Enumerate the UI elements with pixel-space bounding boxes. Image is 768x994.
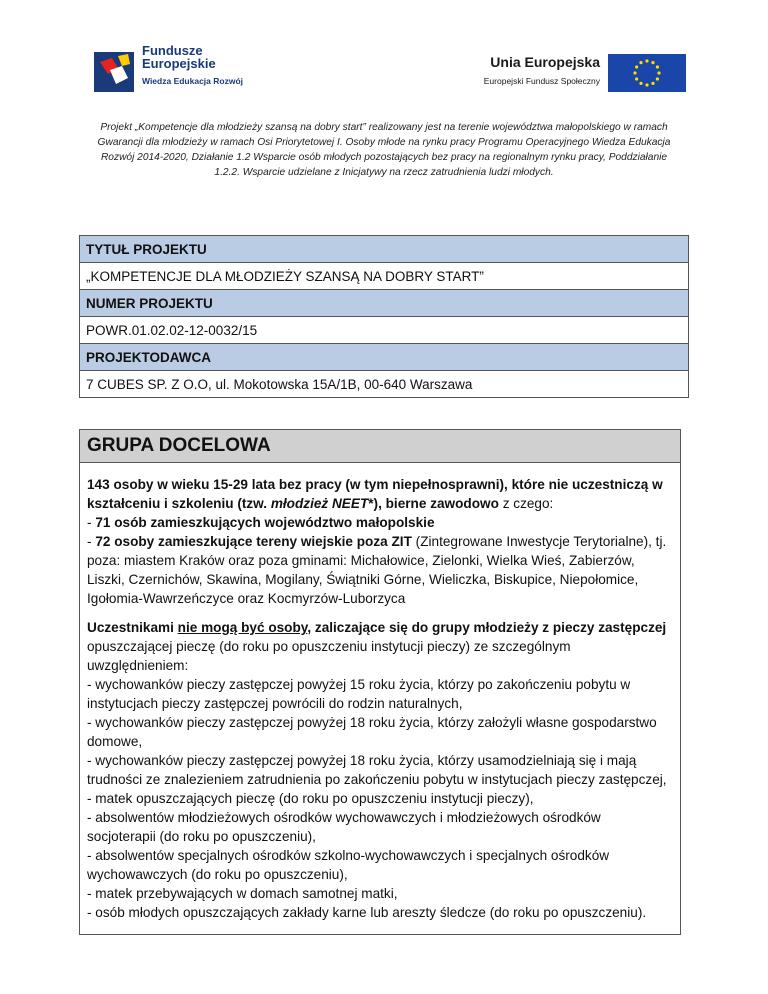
p2-normal: opuszczającej pieczę (do roku po opuszczeniu instytucji pieczy) ze szczególnym uwzględnieniem: [87,639,571,673]
list-item: - absolwentów specjalnych ośrodków szkolno-wychowawczych i specjalnych ośrodków wychowawczych (do roku po opuszczeniu), [87,848,610,882]
list-item: - wychowanków pieczy zastępczej powyżej 18 roku życia, którzy usamodzielniają się i mają trudności ze znalezieniem zatrudnienia po zakończeniu pobytu w instytucjach pieczy zastępczej, [87,753,667,787]
p1-line3-normal: (Zintegrowane Inwestycje Terytorialne), tj. poza: miastem Kraków oraz poza gminami: Michałowice, Zielonki, Wielka Wieś, Zabierzów, Liszki, Czernichów, Skawina, Mogilany, Świątniki Górne, Wieliczka, Biskupice, Niepołomice, Igołomia-Wawrzeńczyce oraz Kocmyrzów-Luborzyca [87,534,667,606]
provider-label: PROJEKTODAWCA [80,344,689,371]
fundusze-europejskie-logo [88,38,258,94]
fe-subtitle: Wiedza Edukacja Rozwój [142,76,243,86]
p1-line2-dash: - [87,515,96,530]
list-item: - absolwentów młodzieżowych ośrodków wychowawczych i młodzieżowych ośrodków socjoterapii (do roku po opuszczeniu), [87,810,601,844]
number-label: NUMER PROJEKTU [80,290,689,317]
list-item: - matek przebywających w domach samotnej matki, [87,886,398,901]
p1-normal: z czego: [498,496,554,511]
list-item: - osób młodych opuszczających zakłady karne lub areszty śledcze (do roku po opuszczeniu). [87,905,647,920]
list-item: - wychowanków pieczy zastępczej powyżej 15 roku życia, którzy po zakończeniu pobytu w instytucjach pieczy zastępczej powrócili do rodzin naturalnych, [87,677,631,711]
target-group-heading: GRUPA DOCELOWA [80,430,680,463]
p1-bold-a: 143 osoby w wieku 15-29 lata bez pracy (w tym niepełnosprawni), które nie uczestniczą w kształceniu i szkoleniu (tzw. [87,477,663,511]
fe-name [142,44,216,70]
p2-bold-underline: nie mogą być osoby [177,620,308,635]
p1-line3-bold: 72 osoby zamieszkujące tereny wiejskie poza ZIT [95,534,412,549]
title-label: TYTUŁ PROJEKTU [80,236,689,263]
p2-bold-b: , zaliczające się do grupy młodzieży z pieczy zastępczej [307,620,667,635]
target-group-box [79,429,681,935]
list-item: - wychowanków pieczy zastępczej powyżej 18 roku życia, którzy założyli własne gospodarstwo domowe, [87,715,657,749]
exclusion-paragraph [87,618,673,922]
provider-value: 7 CUBES SP. Z O.O, ul. Mokotowska 15A/1B, 00-640 Warszawa [80,371,689,398]
p1-line2-bold: 71 osób zamieszkujących województwo małopolskie [95,515,435,530]
list-item: - matek opuszczających pieczę (do roku po opuszczeniu instytucji pieczy), [87,791,534,806]
ue-subtitle: Europejski Fundusz Społeczny [483,76,600,86]
p2-bold-a: Uczestnikami [87,620,178,635]
project-intro-text: Projekt „Kompetencje dla młodzieży szansą na dobry start” realizowany jest na terenie województwa małopolskiego w ramach Gwarancji dla młodzieży w ramach Osi Priorytetowej I. Osoby młode na rynku pracy Programu Operacyjnego Wiedza Edukacja Rozwój 2014-2020, Działanie 1.2 Wsparcie osób młodych pozostających bez pracy na regionalnym rynku pracy, Poddziałanie 1.2.2. Wsparcie udzielane z Inicjatywy na rzecz zatrudnienia ludzi młodych. [97,122,671,178]
fe-line1: Fundusze [142,43,203,58]
number-value: POWR.01.02.02-12-0032/15 [80,317,689,344]
header-logos [88,38,686,98]
project-info-table [79,235,689,398]
p1-bold-b: *), bierne zawodowo [368,496,499,511]
fe-star-mark-icon [88,44,140,94]
unia-europejska-logo [426,54,686,94]
title-value: „KOMPETENCJE DLA MŁODZIEŻY SZANSĄ NA DOBRY START” [80,263,689,290]
fe-line2: Europejskie [142,56,216,71]
target-group-body [80,463,680,934]
p1-neet-term: młodzież NEET [270,496,369,511]
eligibility-paragraph [87,475,673,608]
p1-line3-dash: - [87,534,96,549]
ue-title: Unia Europejska [490,54,600,70]
eu-flag-icon [608,54,686,92]
